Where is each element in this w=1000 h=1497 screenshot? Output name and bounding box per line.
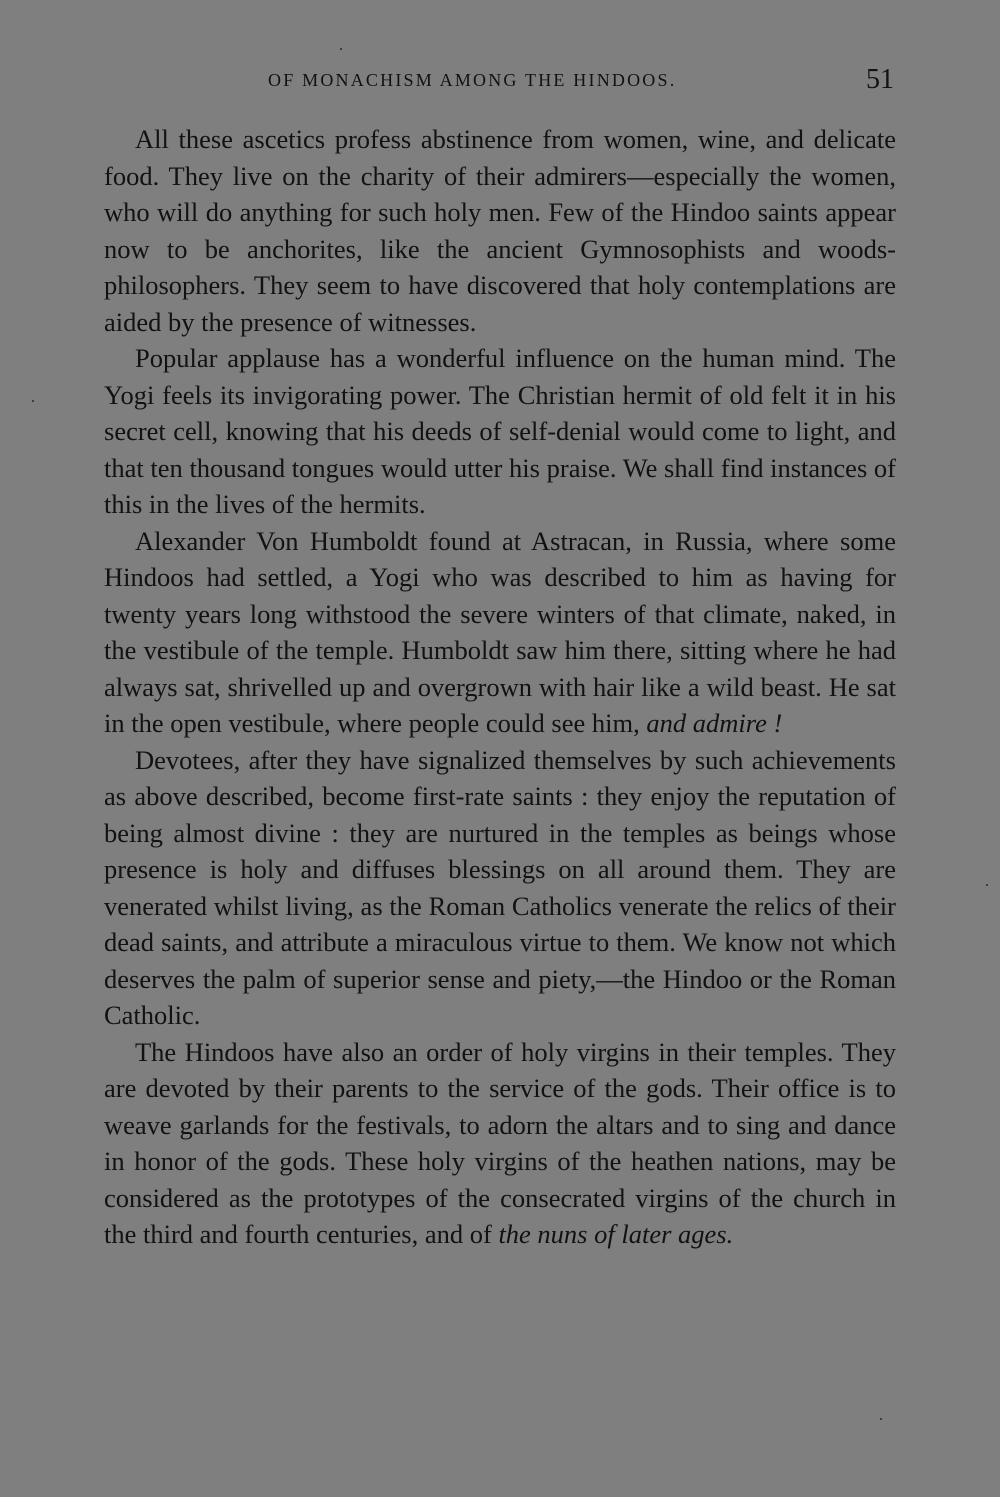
paragraph-text: Popular applause has a wonderful influence on the human mind. The Yogi feels its invigorating power. The Christian hermit of old felt it in his secret cell, knowing that his deeds of self-denial would come to light, and that ten thousand tongues would utter his praise. We shall find instances of this in the lives of the hermits. xyxy=(104,343,896,519)
scan-speck xyxy=(340,48,342,50)
italic-phrase: and admire ! xyxy=(646,708,783,738)
paragraph-text: Alexander Von Humboldt found at Astracan, in Russia, where some Hindoos had settled, a Yogi who was described to him as having for twenty years long withstood the severe winters of that climate, naked, in the vestibule of the temple. Humboldt saw him there, sitting where he had always sat, shrivelled up and overgrown with hair like a wild beast. He sat in the open vestibule, where people could see him, xyxy=(104,525,896,738)
paragraph-ascetics xyxy=(104,121,896,340)
scan-speck xyxy=(880,1418,882,1420)
paragraph-text: The Hindoos have also an order of holy virgins in their temples. They are devoted by their parents to the service of the gods. Their office is to weave garlands for the festivals, to adorn the altars and to sing and dance in honor of the gods. These holy virgins of the heathen nations, may be considered as the prototypes of the consecrated virgins of the church in the third and fourth centuries, and of xyxy=(104,1036,896,1249)
paragraph-text: Devotees, after they have signalized themselves by such achievements as above described, become first-rate saints : they enjoy the reputation of being almost divine : they are nurtured in the temples as beings whose presence is holy and diffuses blessings on all around them. They are venerated whilst living, as the Roman Catholics venerate the relics of their dead saints, and attribute a miraculous virtue to them. We know not which deserves the palm of superior sense and piety,—the Hindoo or the Roman Catholic. xyxy=(104,744,896,1030)
paragraph-devotees xyxy=(104,742,896,1034)
paragraph-humboldt xyxy=(104,523,896,742)
running-title: OF MONACHISM AMONG THE HINDOOS. xyxy=(268,70,677,90)
paragraph-text: All these ascetics profess abstinence from women, wine, and delicate food. They live on the charity of their admirers—especially the women, who will do anything for such holy men. Few of the Hindoo saints appear now to be anchorites, like the ancient Gymnosophists and woods-philosophers. They seem to have discovered that holy contemplations are aided by the presence of witnesses. xyxy=(104,124,896,337)
scan-speck xyxy=(986,884,988,886)
page-number: 51 xyxy=(866,64,894,95)
paragraph-popular-applause xyxy=(104,340,896,523)
scan-speck xyxy=(32,400,34,402)
body-text xyxy=(104,121,896,1253)
italic-phrase: the nuns of later ages. xyxy=(498,1219,734,1249)
paragraph-holy-virgins xyxy=(104,1034,896,1253)
running-head xyxy=(104,64,894,104)
